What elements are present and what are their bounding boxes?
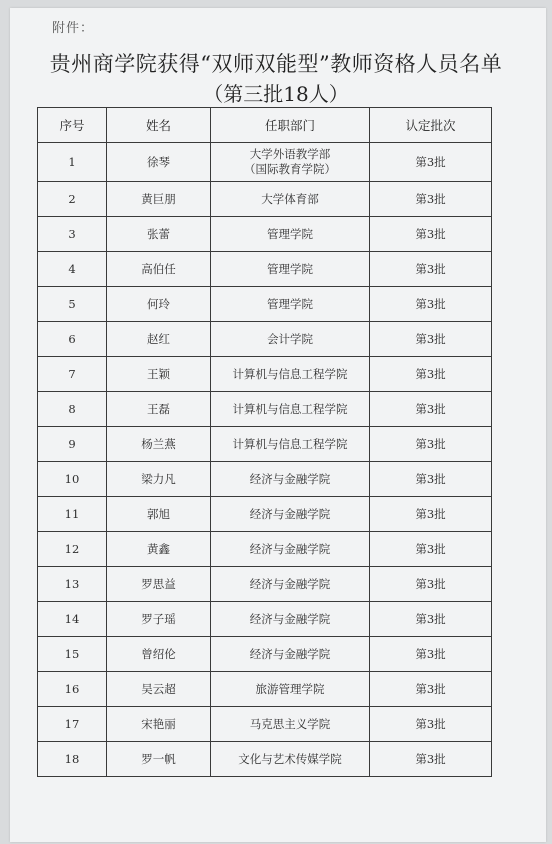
table-row xyxy=(38,182,492,217)
cell-name: 何玲 xyxy=(107,287,211,322)
cell-department xyxy=(211,462,370,497)
cell-batch: 第3批 xyxy=(370,707,492,742)
cell-name: 徐琴 xyxy=(107,143,211,182)
department-name: 经济与金融学院 xyxy=(249,611,331,626)
table-row xyxy=(38,322,492,357)
department-name: 旅游管理学院 xyxy=(255,681,325,696)
table-row xyxy=(38,427,492,462)
table-row xyxy=(38,392,492,427)
cell-number: 6 xyxy=(38,322,107,357)
department-name: 管理学院 xyxy=(267,296,313,311)
department-name: 管理学院 xyxy=(267,261,313,276)
header-number: 序号 xyxy=(38,108,107,143)
table-row xyxy=(38,672,492,707)
cell-department xyxy=(211,602,370,637)
cell-department xyxy=(211,427,370,462)
cell-department xyxy=(211,672,370,707)
cell-number: 7 xyxy=(38,357,107,392)
cell-number: 4 xyxy=(38,252,107,287)
department-name: 经济与金融学院 xyxy=(249,576,331,591)
cell-department xyxy=(211,392,370,427)
cell-batch: 第3批 xyxy=(370,672,492,707)
table-row xyxy=(38,497,492,532)
cell-number: 10 xyxy=(38,462,107,497)
cell-name: 罗一帆 xyxy=(107,742,211,777)
department-name: 计算机与信息工程学院 xyxy=(232,366,348,381)
department-name: 文化与艺术传媒学院 xyxy=(238,751,342,766)
cell-name: 梁力凡 xyxy=(107,462,211,497)
department-name: 计算机与信息工程学院 xyxy=(232,401,348,416)
header-name: 姓名 xyxy=(107,108,211,143)
department-name: 经济与金融学院 xyxy=(249,646,331,661)
cell-batch: 第3批 xyxy=(370,143,492,182)
cell-department xyxy=(211,742,370,777)
cell-department xyxy=(211,143,370,182)
department-name: 会计学院 xyxy=(267,331,313,346)
cell-name: 杨兰燕 xyxy=(107,427,211,462)
roster-table xyxy=(37,107,492,777)
table-row xyxy=(38,532,492,567)
cell-batch: 第3批 xyxy=(370,742,492,777)
cell-department xyxy=(211,357,370,392)
cell-number: 5 xyxy=(38,287,107,322)
table-row xyxy=(38,462,492,497)
cell-number: 18 xyxy=(38,742,107,777)
cell-name: 罗子瑶 xyxy=(107,602,211,637)
table-row xyxy=(38,143,492,182)
cell-name: 高伯任 xyxy=(107,252,211,287)
cell-name: 吴云超 xyxy=(107,672,211,707)
cell-batch: 第3批 xyxy=(370,637,492,672)
cell-batch: 第3批 xyxy=(370,217,492,252)
department-name: 经济与金融学院 xyxy=(249,471,331,486)
cell-number: 3 xyxy=(38,217,107,252)
cell-batch: 第3批 xyxy=(370,602,492,637)
cell-department xyxy=(211,707,370,742)
cell-department xyxy=(211,217,370,252)
department-name: 马克思主义学院 xyxy=(249,716,331,731)
cell-batch: 第3批 xyxy=(370,252,492,287)
cell-number: 8 xyxy=(38,392,107,427)
department-name: 大学体育部 xyxy=(261,191,319,206)
table-row xyxy=(38,707,492,742)
cell-batch: 第3批 xyxy=(370,462,492,497)
cell-number: 9 xyxy=(38,427,107,462)
cell-department xyxy=(211,182,370,217)
table-row xyxy=(38,637,492,672)
document-title: 贵州商学院获得“双师双能型”教师资格人员名单 xyxy=(49,52,503,76)
table-row xyxy=(38,217,492,252)
table-row xyxy=(38,357,492,392)
cell-number: 17 xyxy=(38,707,107,742)
cell-name: 宋艳丽 xyxy=(107,707,211,742)
cell-batch: 第3批 xyxy=(370,182,492,217)
cell-department xyxy=(211,322,370,357)
cell-batch: 第3批 xyxy=(370,357,492,392)
cell-name: 黄巨朋 xyxy=(107,182,211,217)
table-row xyxy=(38,567,492,602)
department-name: 经济与金融学院 xyxy=(249,506,331,521)
cell-department xyxy=(211,497,370,532)
cell-batch: 第3批 xyxy=(370,322,492,357)
cell-department xyxy=(211,287,370,322)
cell-batch: 第3批 xyxy=(370,497,492,532)
header-department: 任职部门 xyxy=(211,108,370,143)
cell-number: 15 xyxy=(38,637,107,672)
cell-name: 曾绍伦 xyxy=(107,637,211,672)
table-row xyxy=(38,602,492,637)
cell-number: 12 xyxy=(38,532,107,567)
cell-name: 郭旭 xyxy=(107,497,211,532)
cell-department xyxy=(211,532,370,567)
cell-name: 王颖 xyxy=(107,357,211,392)
cell-name: 赵红 xyxy=(107,322,211,357)
cell-department xyxy=(211,567,370,602)
cell-number: 1 xyxy=(38,143,107,182)
table-row xyxy=(38,742,492,777)
cell-name: 张蕾 xyxy=(107,217,211,252)
document-subtitle: （第三批18人） xyxy=(203,82,349,106)
cell-number: 13 xyxy=(38,567,107,602)
cell-number: 11 xyxy=(38,497,107,532)
cell-number: 16 xyxy=(38,672,107,707)
department-name: 大学外语教学部 xyxy=(249,147,331,161)
attachment-label: 附件： xyxy=(52,21,95,36)
cell-number: 2 xyxy=(38,182,107,217)
cell-batch: 第3批 xyxy=(370,532,492,567)
department-name: 计算机与信息工程学院 xyxy=(232,436,348,451)
table-row xyxy=(38,287,492,322)
cell-number: 14 xyxy=(38,602,107,637)
cell-name: 罗思益 xyxy=(107,567,211,602)
table-row xyxy=(38,252,492,287)
department-note: （国际教育学院） xyxy=(244,162,336,176)
cell-department xyxy=(211,637,370,672)
cell-name: 黄鑫 xyxy=(107,532,211,567)
cell-batch: 第3批 xyxy=(370,567,492,602)
department-name: 经济与金融学院 xyxy=(249,541,331,556)
header-batch: 认定批次 xyxy=(370,108,492,143)
department-name: 管理学院 xyxy=(267,226,313,241)
cell-department xyxy=(211,252,370,287)
cell-batch: 第3批 xyxy=(370,392,492,427)
cell-batch: 第3批 xyxy=(370,287,492,322)
cell-batch: 第3批 xyxy=(370,427,492,462)
cell-name: 王磊 xyxy=(107,392,211,427)
table-header-row xyxy=(38,108,492,143)
